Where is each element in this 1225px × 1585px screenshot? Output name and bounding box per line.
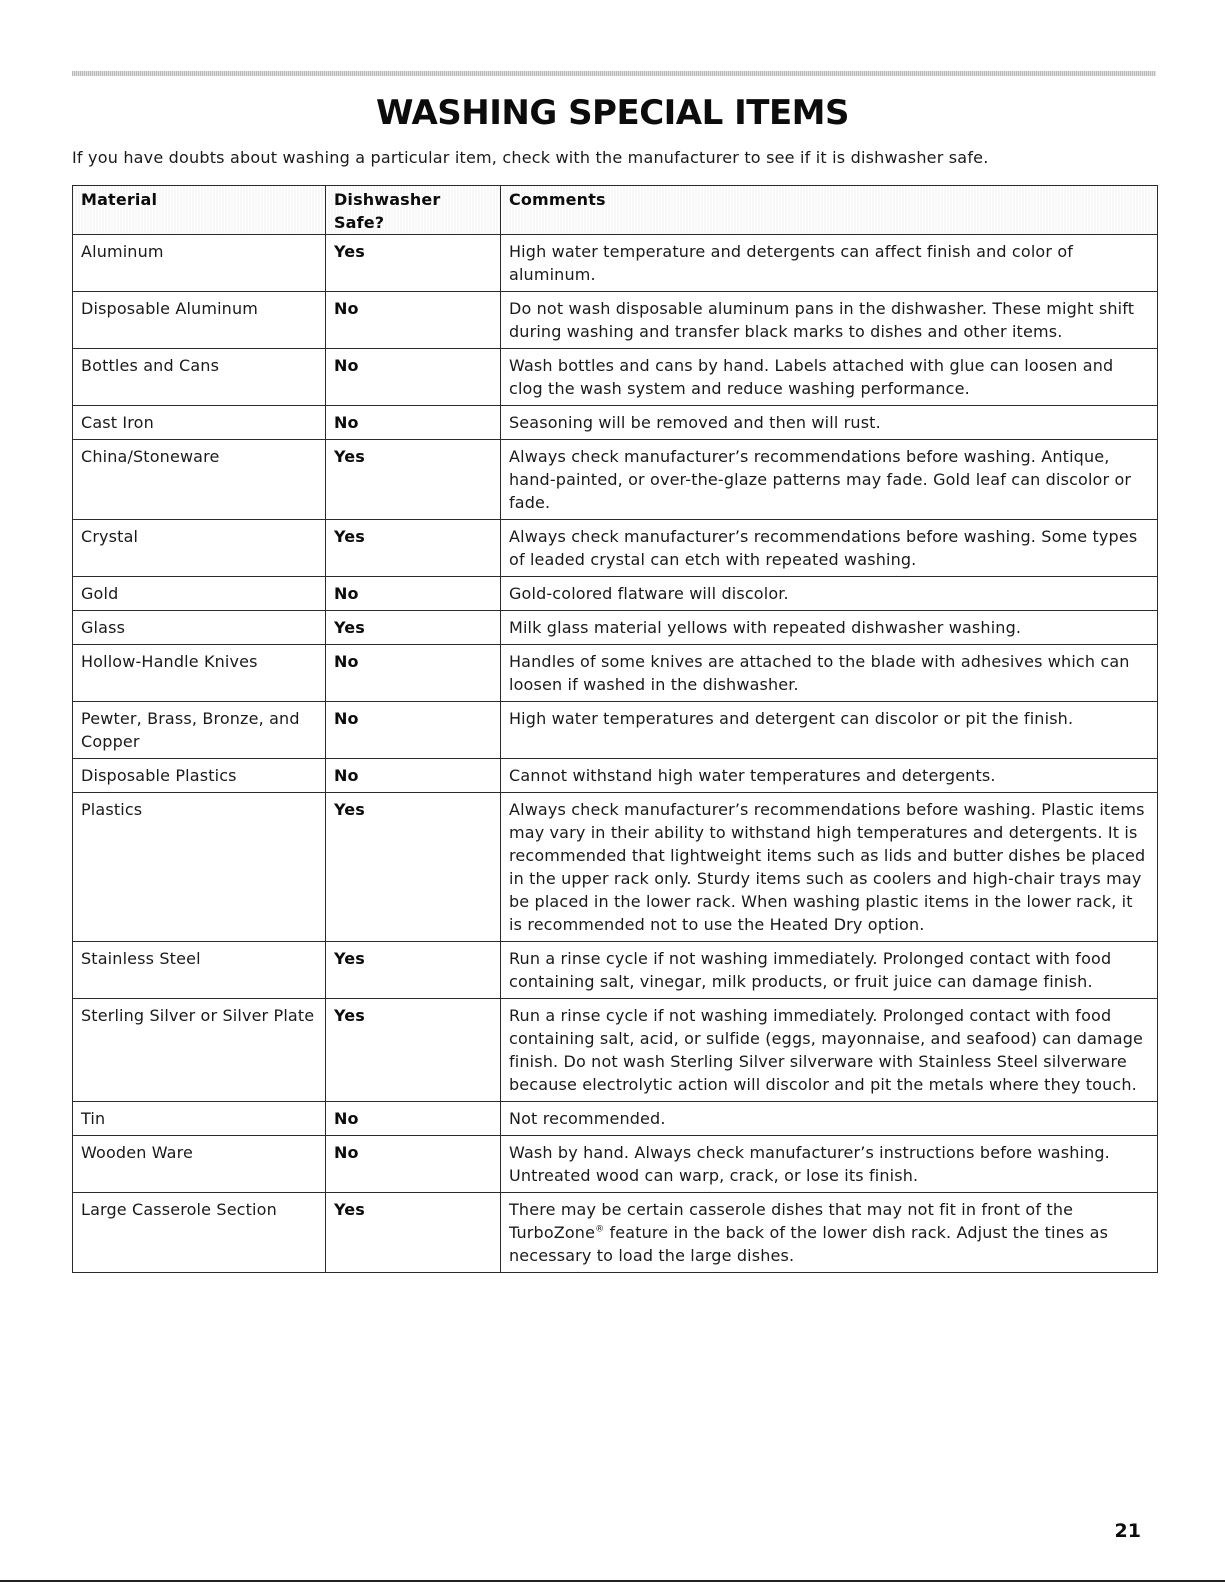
safe-cell: Yes	[326, 440, 501, 520]
table-row	[73, 702, 1158, 759]
material-cell: Disposable Plastics	[73, 759, 326, 793]
table-row	[73, 942, 1158, 999]
comments-cell: High water temperatures and detergent can discolor or pit the finish.	[501, 702, 1158, 759]
header-dishwasher-safe: Dishwasher Safe?	[326, 186, 501, 235]
material-cell: Tin	[73, 1102, 326, 1136]
comments-cell: Seasoning will be removed and then will rust.	[501, 406, 1158, 440]
material-cell: Glass	[73, 611, 326, 645]
table-row	[73, 611, 1158, 645]
material-cell: Pewter, Brass, Bronze, and Copper	[73, 702, 326, 759]
table-row	[73, 1136, 1158, 1193]
comments-cell: Gold-colored flatware will discolor.	[501, 577, 1158, 611]
table-row	[73, 759, 1158, 793]
comments-cell: Not recommended.	[501, 1102, 1158, 1136]
material-cell: Stainless Steel	[73, 942, 326, 999]
material-cell: Plastics	[73, 793, 326, 942]
safe-cell: No	[326, 645, 501, 702]
safe-cell: Yes	[326, 999, 501, 1102]
material-cell: Cast Iron	[73, 406, 326, 440]
top-divider	[72, 71, 1156, 76]
table-row	[73, 440, 1158, 520]
safe-cell: Yes	[326, 235, 501, 292]
material-cell: Aluminum	[73, 235, 326, 292]
table-row	[73, 645, 1158, 702]
header-material: Material	[73, 186, 326, 235]
comments-cell: Handles of some knives are attached to the blade with adhesives which can loosen if washed in the dishwasher.	[501, 645, 1158, 702]
header-comments: Comments	[501, 186, 1158, 235]
table-row	[73, 520, 1158, 577]
safe-cell: No	[326, 1102, 501, 1136]
intro-text: If you have doubts about washing a particular item, check with the manufacturer to see if it is dishwasher safe.	[72, 148, 989, 167]
comments-cell	[501, 1193, 1158, 1273]
material-cell: Sterling Silver or Silver Plate	[73, 999, 326, 1102]
comments-cell: Run a rinse cycle if not washing immediately. Prolonged contact with food containing salt, acid, or sulfide (eggs, mayonnaise, and seafood) can damage finish. Do not wash Sterling Silver silverware with Stainless Steel silverware because electrolytic action will discolor and pit the metals where they touch.	[501, 999, 1158, 1102]
safe-cell: No	[326, 702, 501, 759]
material-cell: Wooden Ware	[73, 1136, 326, 1193]
safe-cell: No	[326, 406, 501, 440]
bottom-divider	[0, 1580, 1225, 1582]
safe-cell: No	[326, 759, 501, 793]
page-title: WASHING SPECIAL ITEMS	[375, 93, 850, 133]
material-cell: Crystal	[73, 520, 326, 577]
table-row	[73, 1193, 1158, 1273]
safe-cell: No	[326, 292, 501, 349]
safe-cell: No	[326, 349, 501, 406]
comments-cell: Do not wash disposable aluminum pans in the dishwasher. These might shift during washing and transfer black marks to dishes and other items.	[501, 292, 1158, 349]
material-cell: Disposable Aluminum	[73, 292, 326, 349]
table-row	[73, 406, 1158, 440]
material-cell: Bottles and Cans	[73, 349, 326, 406]
page-number: 21	[1114, 1520, 1141, 1542]
comments-text-after: feature in the back of the lower dish rack. Adjust the tines as necessary to load the large dishes.	[509, 1223, 1109, 1265]
material-cell: Gold	[73, 577, 326, 611]
comments-cell: Always check manufacturer’s recommendations before washing. Antique, hand-painted, or over-the-glaze patterns may fade. Gold leaf can discolor or fade.	[501, 440, 1158, 520]
table-row	[73, 577, 1158, 611]
table-header-row	[73, 186, 1158, 235]
safe-cell: Yes	[326, 611, 501, 645]
comments-cell: Cannot withstand high water temperatures and detergents.	[501, 759, 1158, 793]
safe-cell: Yes	[326, 942, 501, 999]
table-row	[73, 999, 1158, 1102]
comments-cell: Wash bottles and cans by hand. Labels attached with glue can loosen and clog the wash system and reduce washing performance.	[501, 349, 1158, 406]
special-items-table	[72, 185, 1158, 1273]
comments-cell: Always check manufacturer’s recommendations before washing. Plastic items may vary in their ability to withstand high temperatures and detergents. It is recommended that lightweight items such as lids and butter dishes be placed in the upper rack only. Sturdy items such as coolers and high-chair trays may be placed in the lower rack. When washing plastic items in the lower rack, it is recommended not to use the Heated Dry option.	[501, 793, 1158, 942]
table-row	[73, 235, 1158, 292]
table-row	[73, 1102, 1158, 1136]
comments-cell: Milk glass material yellows with repeated dishwasher washing.	[501, 611, 1158, 645]
safe-cell: No	[326, 577, 501, 611]
safe-cell: Yes	[326, 1193, 501, 1273]
comments-cell: Wash by hand. Always check manufacturer’s instructions before washing. Untreated wood can warp, crack, or lose its finish.	[501, 1136, 1158, 1193]
table-row	[73, 793, 1158, 942]
material-cell: Large Casserole Section	[73, 1193, 326, 1273]
safe-cell: No	[326, 1136, 501, 1193]
safe-cell: Yes	[326, 520, 501, 577]
registered-mark: ®	[595, 1224, 605, 1235]
comments-text-before: There may be certain casserole dishes that may not fit in front of the TurboZone	[509, 1200, 1074, 1242]
table-row	[73, 349, 1158, 406]
table-row	[73, 292, 1158, 349]
comments-cell: Always check manufacturer’s recommendations before washing. Some types of leaded crystal can etch with repeated washing.	[501, 520, 1158, 577]
comments-cell: Run a rinse cycle if not washing immediately. Prolonged contact with food containing salt, vinegar, milk products, or fruit juice can damage finish.	[501, 942, 1158, 999]
material-cell: Hollow-Handle Knives	[73, 645, 326, 702]
comments-cell: High water temperature and detergents can affect finish and color of aluminum.	[501, 235, 1158, 292]
material-cell: China/Stoneware	[73, 440, 326, 520]
safe-cell: Yes	[326, 793, 501, 942]
